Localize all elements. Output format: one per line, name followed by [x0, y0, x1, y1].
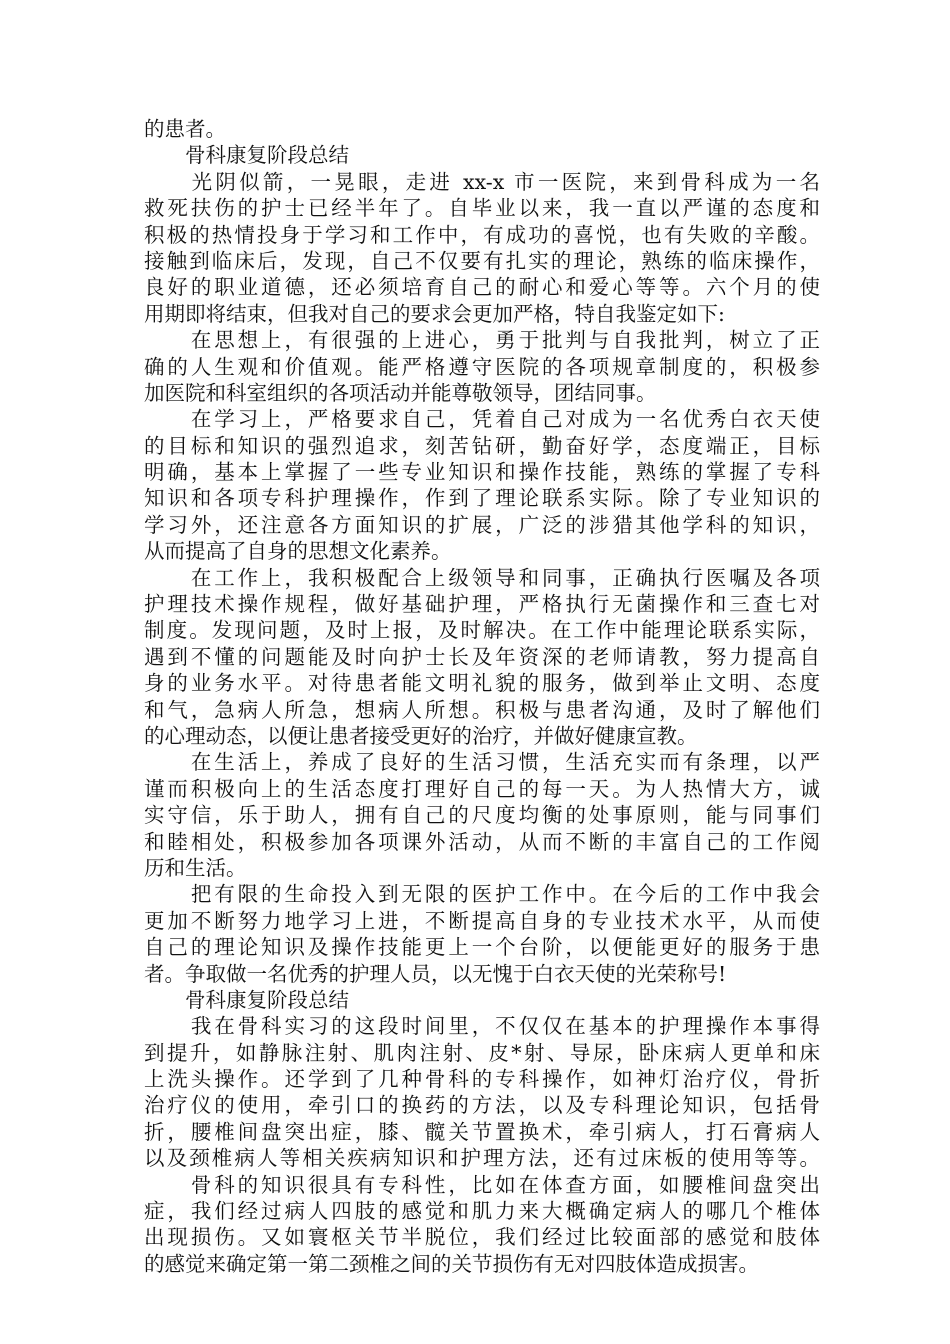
text-line: 从而提高了自身的思想文化素养。: [144, 539, 452, 564]
text-line: 救死扶伤的护士已经半年了。自毕业以来，我一直以严谨的态度和: [144, 196, 820, 221]
section-heading: 骨科康复阶段总结: [144, 987, 349, 1012]
text-line: 到提升，如静脉注射、肌肉注射、皮*射、导尿，卧床病人更单和床: [144, 1040, 820, 1065]
text-line: 接触到临床后，发现，自己不仅要有扎实的理论，熟练的临床操作，: [144, 248, 820, 273]
text-line: 护理技术操作规程，做好基础护理，严格执行无菌操作和三查七对: [144, 592, 820, 617]
text-line: 治疗仪的使用，牵引口的换药的方法，以及专科理论知识，包括骨: [144, 1093, 820, 1118]
text-line: 明确，基本上掌握了一些专业知识和操作技能，熟练的掌握了专科: [144, 460, 820, 485]
text-line: 的目标和知识的强烈追求，刻苦钻研，勤奋好学，态度端正，目标: [144, 433, 820, 458]
text-line: 历和生活。: [144, 855, 247, 880]
text-line: 以及颈椎病人等相关疾病知识和护理方法，还有过床板的使用等等。: [144, 1146, 820, 1171]
text-line: 的感觉来确定第一第二颈椎之间的关节损伤有无对四肢体造成损害。: [144, 1251, 759, 1276]
document-body-text: [144, 116, 820, 1277]
text-line: 加医院和科室组织的各项活动并能尊敬领导，团结同事。: [144, 380, 657, 405]
text-line: 在工作上，我积极配合上级领导和同事，正确执行医嘱及各项: [144, 565, 820, 590]
text-line: 折，腰椎间盘突出症，膝、髋关节置换术，牵引病人，打石膏病人: [144, 1119, 820, 1144]
text-line: 身的业务水平。对待患者能文明礼貌的服务，做到举止文明、态度: [144, 671, 820, 696]
text-line: 的患者。: [144, 117, 226, 141]
text-line: 积极的热情投身于学习和工作中，有成功的喜悦，也有失败的辛酸。: [144, 222, 820, 247]
text-line: 出现损伤。又如寰枢关节半脱位，我们经过比较面部的感觉和肢体: [144, 1225, 820, 1250]
text-line: 把有限的生命投入到无限的医护工作中。在今后的工作中我会: [144, 882, 820, 907]
text-line: 更加不断努力地学习上进，不断提高自身的专业技术水平，从而使: [144, 908, 820, 933]
text-line: 在学习上，严格要求自己，凭着自己对成为一名优秀白衣天使: [144, 407, 820, 432]
text-line: 上洗头操作。还学到了几种骨科的专科操作，如神灯治疗仪，骨折: [144, 1067, 820, 1092]
text-line: 用期即将结束，但我对自己的要求会更加严格，特自我鉴定如下:: [144, 301, 725, 326]
text-line: 知识和各项专科护理操作，作到了理论联系实际。除了专业知识的: [144, 486, 820, 511]
text-line: 骨科的知识很具有专科性，比如在体查方面，如腰椎间盘突出: [144, 1172, 820, 1197]
text-line: 实守信，乐于助人，拥有自己的尺度均衡的处事原则，能与同事们: [144, 803, 820, 828]
section-heading: 骨科康复阶段总结: [144, 143, 349, 168]
text-line: 良好的职业道德，还必须培育自己的耐心和爱心等等。六个月的使: [144, 275, 820, 300]
text-line: 确的人生观和价值观。能严格遵守医院的各项规章制度的，积极参: [144, 354, 820, 379]
text-line: 光阴似箭，一晃眼，走进 xx-x 市一医院，来到骨科成为一名: [144, 169, 820, 194]
text-line: 和睦相处，积极参加各项课外活动，从而不断的丰富自己的工作阅: [144, 829, 820, 854]
text-line: 和气，急病人所急，想病人所想。积极与患者沟通，及时了解他们: [144, 697, 820, 722]
text-line: 学习外，还注意各方面知识的扩展，广泛的涉猎其他学科的知识，: [144, 512, 820, 537]
text-line: 者。争取做一名优秀的护理人员，以无愧于白衣天使的光荣称号!: [144, 961, 727, 986]
text-line: 在生活上，养成了良好的生活习惯，生活充实而有条理，以严: [144, 750, 820, 775]
text-line: 遇到不懂的问题能及时向护士长及年资深的老师请教，努力提高自: [144, 644, 820, 669]
text-line: 自己的理论知识及操作技能更上一个台阶，以便能更好的服务于患: [144, 935, 820, 960]
text-line: 症，我们经过病人四肢的感觉和肌力来大概确定病人的哪几个椎体: [144, 1199, 820, 1224]
text-line: 我在骨科实习的这段时间里，不仅仅在基本的护理操作本事得: [144, 1014, 820, 1039]
text-line: 的心理动态，以便让患者接受更好的治疗，并做好健康宣教。: [144, 723, 698, 748]
text-line: 在思想上，有很强的上进心，勇于批判与自我批判，树立了正: [144, 328, 820, 353]
text-line: 谨而积极向上的生活态度打理好自己的每一天。为人热情大方，诚: [144, 776, 820, 801]
text-line: 制度。发现问题，及时上报，及时解决。在工作中能理论联系实际，: [144, 618, 820, 643]
